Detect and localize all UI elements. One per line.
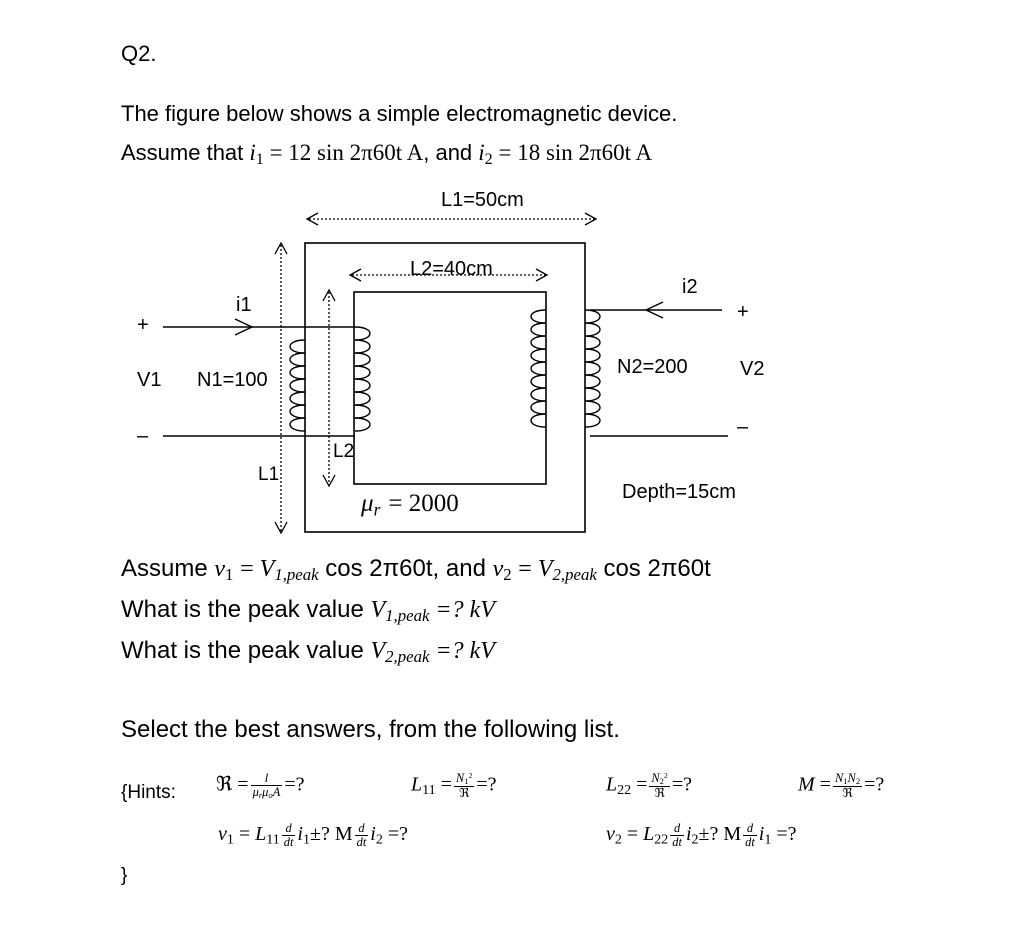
l1-side-arrow xyxy=(275,243,287,533)
v1-dt1: dt xyxy=(283,835,294,850)
question-v2: What is the peak value V2,peak =? kV xyxy=(121,637,495,667)
v2-pm: ±? M xyxy=(698,823,742,846)
v1-cos: cos 2π60t xyxy=(318,555,433,582)
i1-label: i1 xyxy=(236,294,252,316)
plus-right: + xyxy=(737,301,749,323)
hint-mutual: M = $\frac{N_1N_2}{\text{ℜ}}$ =? xyxy=(798,771,885,801)
n2-label: N2=200 xyxy=(617,356,688,378)
v1-d2: d xyxy=(355,822,369,836)
v1-dt2: dt xyxy=(356,835,367,850)
intro-line-2: Assume that $i_1 = 12$ sin 2π60t A, and $i_2 = 18$ sin 2π60t A xyxy=(121,140,653,169)
q1-sub: 1,peak xyxy=(385,606,430,626)
hints-open: {Hints: xyxy=(121,782,176,803)
v2-d1: d xyxy=(670,822,684,836)
l1-top-label: L1=50cm xyxy=(441,189,524,211)
core-inner xyxy=(354,292,546,484)
l11-q: =? xyxy=(476,773,497,796)
reluctance-num: l xyxy=(251,772,283,786)
v1-pm: ±? M xyxy=(309,823,353,846)
l22-q: =? xyxy=(671,773,692,796)
left-coil xyxy=(290,327,370,431)
v2-peak-sub: 2,peak xyxy=(552,565,597,585)
i2-expression: = 18 sin 2π60t A xyxy=(498,140,653,165)
assume-prefix: Assume xyxy=(121,555,215,582)
v2-cos: cos 2π60t xyxy=(596,555,711,582)
intro-line-2-prefix: Assume that xyxy=(121,140,250,165)
plus-left: + xyxy=(137,314,149,336)
right-coil xyxy=(531,310,600,427)
permeability-label: μr = 2000 xyxy=(361,490,459,520)
v2-q: =? xyxy=(776,823,797,846)
hint-v2-equation: $v_2 = L_{22}$ $\frac{d}{dt}$ $i_2\pm$? M $\frac{d}{dt}$ $i_1$ =? xyxy=(606,821,797,850)
assume-and: , and xyxy=(432,555,493,582)
mutual-q: =? xyxy=(864,773,885,796)
v1-peak-sub: 1,peak xyxy=(274,565,319,585)
hints-close: } xyxy=(121,865,128,886)
i2-label: i2 xyxy=(682,276,698,298)
hint-l11: $L_{11}$ = $\frac{N_1^2}{\text{ℜ}}$ =? xyxy=(411,771,497,801)
v2-dt1: dt xyxy=(672,835,682,850)
question-label: Q2. xyxy=(121,41,157,66)
v2-relation: = V2,peak xyxy=(518,556,597,585)
hint-v1-equation: $v_1 = L_{11}$ $\frac{d}{dt}$ $i_1\pm$? M $\frac{d}{dt}$ $i_2$ =? xyxy=(218,821,408,850)
l2-side-label: L2 xyxy=(333,441,355,462)
n1-label: N1=100 xyxy=(197,369,268,391)
v2-dt2: dt xyxy=(745,835,755,850)
v2-d2: d xyxy=(743,822,757,836)
q1-prefix: What is the peak value xyxy=(121,596,371,623)
intro-line-1: The figure below shows a simple electromagnetic device. xyxy=(121,101,678,126)
l1-top-arrow xyxy=(307,213,596,225)
q2-prefix: What is the peak value xyxy=(121,637,371,664)
question-v1: What is the peak value V1,peak =? kV xyxy=(121,596,495,626)
depth-label: Depth=15cm xyxy=(622,481,736,503)
q2-sub: 2,peak xyxy=(385,647,430,667)
v1-d1: d xyxy=(282,822,296,836)
v2-label: V2 xyxy=(740,358,765,380)
minus-right: – xyxy=(737,416,749,438)
v1-relation: = V1,peak xyxy=(240,556,319,585)
q1-unit: =? kV xyxy=(429,597,495,623)
minus-left: – xyxy=(137,425,149,447)
permeability-value: = 2000 xyxy=(388,490,459,517)
assume-voltages: Assume $v_1$ = V1,peak cos 2π60t, and $v_2$ = V2,peak cos 2π60t xyxy=(121,555,711,585)
l1-side-label: L1 xyxy=(258,464,280,485)
hint-l22: $L_{22}$ = $\frac{N_2^2}{\text{ℜ}}$ =? xyxy=(606,771,692,801)
reluctance-q: =? xyxy=(284,773,305,796)
intro-and: , and xyxy=(423,140,479,165)
v1-label: V1 xyxy=(137,369,162,391)
hint-reluctance: ℜ = $\frac{l}{\text{μrμoA}}$ =? xyxy=(216,771,305,801)
i1-expression: = 12 sin 2π60t A xyxy=(269,140,424,165)
l2-top-label: L2=40cm xyxy=(410,258,493,280)
q2-unit: =? kV xyxy=(429,638,495,664)
select-instruction: Select the best answers, from the following list. xyxy=(121,716,620,743)
v1-q: =? xyxy=(387,823,408,846)
